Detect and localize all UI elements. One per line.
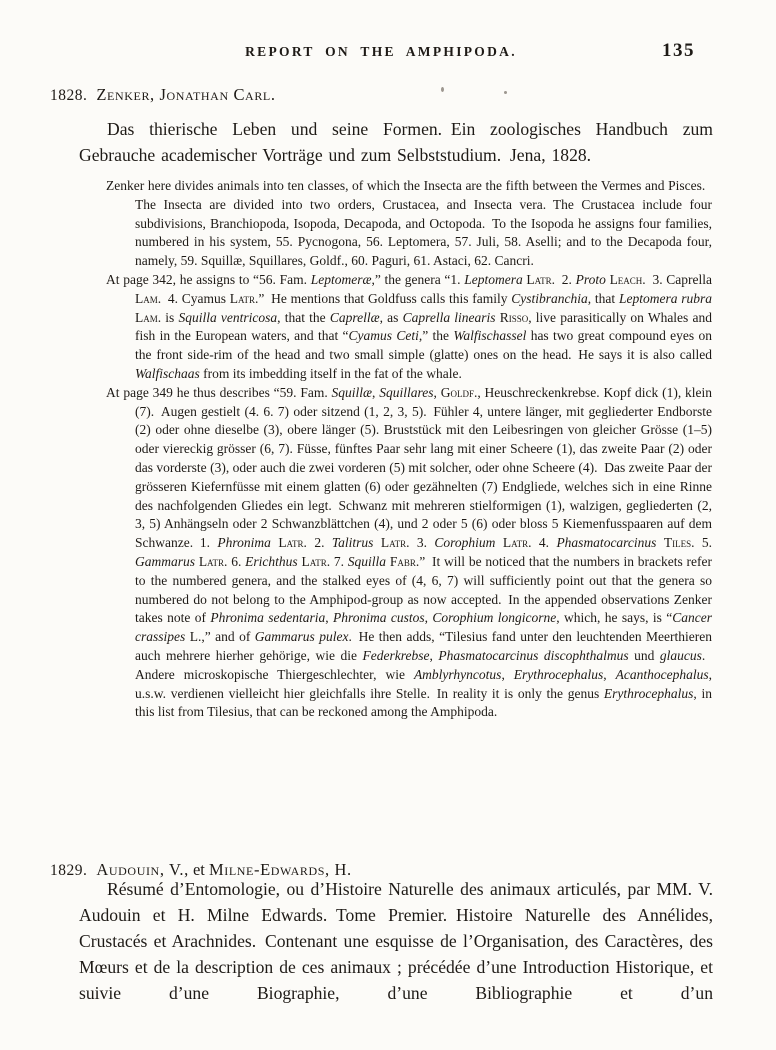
entry-1829-author: Audouin, V., et Milne-Edwards, H.	[96, 860, 352, 879]
page-number: 135	[662, 40, 695, 61]
entry-1829-work-title: Résumé d’Entomologie, ou d’Histoire Naturelle des animaux articulés, par MM. V. Audouin et H. Milne Edwards. Tome Premier. Histoire Naturelle des Annélides, Crustacés et Arachnides. Contenant une esquisse de l’Organisation, des Caractères, des Mœurs et de la description de ces animaux ; précédée d’une Introduction Historique, et suivie d’une Biographie, d’une Bibliographie et d’un	[79, 879, 713, 1003]
entry-1828-heading	[50, 85, 276, 105]
entry-1828-annotation	[106, 177, 712, 722]
running-head-title: REPORT ON THE AMPHIPODA.	[245, 44, 517, 59]
entry-1828-work-title: Das thierische Leben und seine Formen. Ein zoologisches Handbuch zum Gebrauche academischer Vorträge und zum Selbststudium. Jena, 1828.	[79, 119, 713, 165]
scan-speck	[441, 87, 444, 92]
annotation-paragraph-1: Zenker here divides animals into ten classes, of which the Insecta are the fifth between the Vermes and Pisces. The Insecta are divided into two orders, Crustacea, and Insecta vera. The Crustacea include four subdivisions, Branchiopoda, Isopoda, Decapoda, and Octopoda. To the Isopoda he assigns four families, numbered in his system, 55. Pycnogona, 56. Leptomera, 57. Juli, 58. Aselli; and to the Decapoda four, namely, 59. Squillæ, Squillares, Goldf., 60. Paguri, 61. Astaci, 62. Cancri.	[106, 178, 712, 269]
annotation-paragraph-3: At page 349 he thus describes “59. Fam. Squillæ, Squillares, Goldf., Heuschreckenkrebse. Kopf dick (1), klein (7). Augen gestielt (4. 6. 7) oder sitzend (1, 2, 3, 5). Fühler 4, untere länger, mit gegliederter Endborste (2) oder ohne dieselbe (3), obere länger (5). Bruststück mit den Leibesringen von gleicher Grösse (1–5) oder viereckig grösser (6, 7). Füsse, fünftes Paar sehr lang mit einer Scheere (1), das zweite Paar (2) oder das vorderste (3), oder auch die zwei vorderen (5) mit solcher, oder ohne Scheere (4). Das zweite Paar der grösseren Kiefernfüsse mit einem glatten (6) oder gezähnelten (7) Endgliede, welches sich in eine Rinne des nachfolgenden Gliedes ein legt. Schwanz mit mehreren stielformigen (1), walzigen, gegliederten (2, 3, 5) Anhängseln oder 2 Schwanzblättchen (4), und 2 oder 5 (6) oder bloss 5 Kiemenfusspaaren auf dem Schwanze. 1. Phronima Latr. 2. Talitrus Latr. 3. Corophium Latr. 4. Phasmatocarcinus Tiles. 5. Gammarus Latr. 6. Erichthus Latr. 7. Squilla Fabr.” It will be noticed that the numbers in brackets refer to the numbered genera, and the stalked eyes of (4, 6, 7) will sufficiently point out that the genera so numbered do not belong to the Amphipod-group as now accepted. In the appended observations Zenker takes note of Phronima sedentaria, Phronima custos, Corophium longicorne, which, he says, is “Cancer crassipes L.,” and of Gammarus pulex. He then adds, “Tilesius fand unter den leuchtenden Meerthieren auch mehrere hierher gehörige, wie die Federkrebse, Phasmatocarcinus discophthalmus und glaucus. Andere microskopische Thiergeschlechter, wie Amblyrhyncotus, Erythrocephalus, Acanthocephalus, u.s.w. verdienen vielleicht hier gleichfalls ihre Stelle. In reality it is only the genus Erythrocephalus, in this list from Tilesius, that can be reckoned among the Amphipoda.	[106, 384, 713, 720]
scan-speck	[504, 91, 507, 94]
entry-1828-year: 1828.	[50, 87, 88, 104]
annotation-paragraph-2: At page 342, he assigns to “56. Fam. Leptomeræ,” the genera “1. Leptomera Latr. 2. Proto Leach. 3. Caprella Lam. 4. Cyamus Latr.” He mentions that Goldfuss calls this family Cystibranchia, that Leptomera rubra Lam. is Squilla ventricosa, that the Caprellæ, as Caprella linearis Risso, live parasitically on Whales and fish in the European waters, and that “Cyamus Ceti,” the Walfischassel has two great compound eyes on the front side-rim of the head and two small simple (glatte) ones on the head. He says it is also called Walfischaas from its imbedding itself in the fat of the whale.	[106, 271, 712, 381]
running-head	[0, 40, 776, 68]
entry-1828-author: Zenker, Jonathan Carl.	[96, 85, 276, 104]
entry-1829-year: 1829.	[50, 862, 88, 879]
